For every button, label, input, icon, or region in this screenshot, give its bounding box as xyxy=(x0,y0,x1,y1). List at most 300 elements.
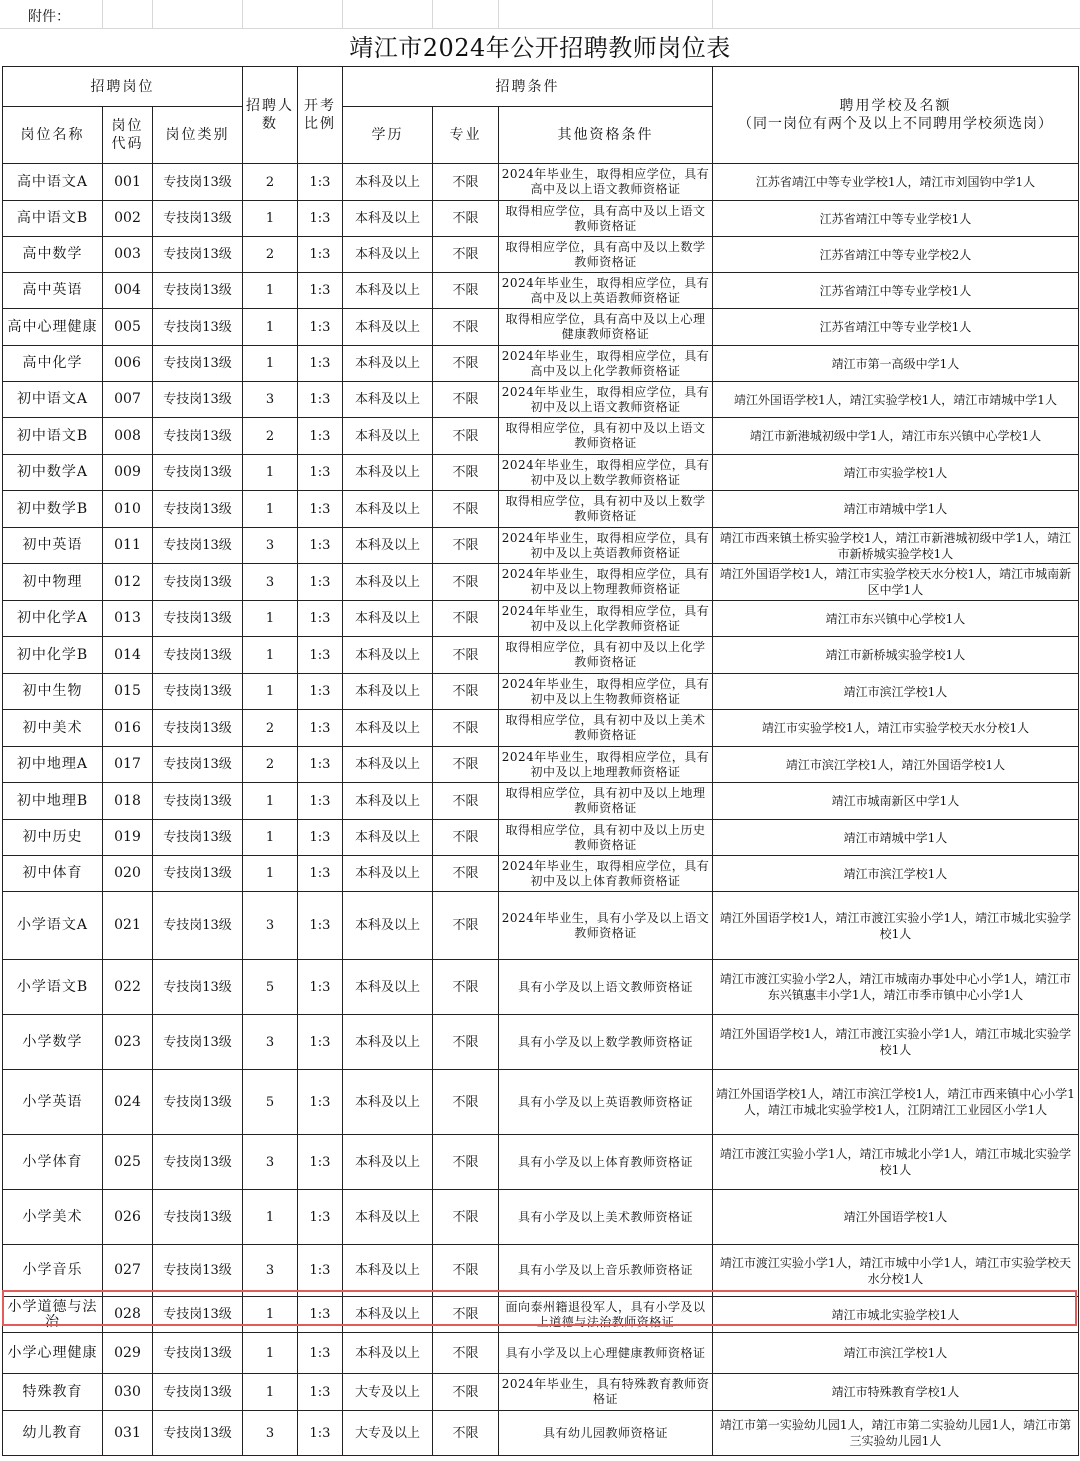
row-ratio: 1:3 xyxy=(298,237,343,273)
table-row xyxy=(3,1297,1079,1333)
table-row xyxy=(3,1374,1079,1411)
row-major: 不限 xyxy=(433,491,499,528)
row-schools: 靖江市新桥城实验学校1人 xyxy=(713,637,1079,674)
row-ratio: 1:3 xyxy=(298,164,343,201)
row-count: 2 xyxy=(243,747,298,783)
annex-bar xyxy=(0,0,1080,29)
row-education: 本科及以上 xyxy=(343,820,433,856)
row-ratio: 1:3 xyxy=(298,491,343,528)
row-code: 020 xyxy=(103,856,153,892)
row-ratio: 1:3 xyxy=(298,1333,343,1374)
row-schools: 江苏省靖江中等专业学校1人 xyxy=(713,309,1079,346)
row-education: 本科及以上 xyxy=(343,237,433,273)
row-count: 1 xyxy=(243,346,298,382)
table-row xyxy=(3,564,1079,601)
row-requirements: 具有小学及以上语文教师资格证 xyxy=(499,960,713,1015)
row-count: 1 xyxy=(243,1297,298,1333)
row-requirements: 取得相应学位，具有初中及以上地理教师资格证 xyxy=(499,783,713,820)
row-code: 004 xyxy=(103,273,153,309)
row-ratio: 1:3 xyxy=(298,201,343,237)
row-count: 3 xyxy=(243,528,298,564)
row-type: 专技岗13级 xyxy=(153,1374,243,1411)
row-schools: 靖江市第一高级中学1人 xyxy=(713,346,1079,382)
table-row xyxy=(3,1411,1079,1456)
table-row xyxy=(3,382,1079,418)
row-schools: 江苏省靖江中等专业学校1人，靖江市刘国钧中学1人 xyxy=(713,164,1079,201)
row-requirements: 2024年毕业生，取得相应学位，具有初中及以上生物教师资格证 xyxy=(499,674,713,710)
row-requirements: 取得相应学位，具有初中及以上历史教师资格证 xyxy=(499,820,713,856)
row-education: 本科及以上 xyxy=(343,747,433,783)
row-name: 小学语文B xyxy=(3,960,103,1015)
table-row xyxy=(3,418,1079,455)
table-row xyxy=(3,601,1079,637)
row-code: 025 xyxy=(103,1135,153,1190)
row-requirements: 2024年毕业生，取得相应学位，具有初中及以上物理教师资格证 xyxy=(499,564,713,601)
row-requirements: 2024年毕业生，取得相应学位，具有高中及以上化学教师资格证 xyxy=(499,346,713,382)
row-count: 1 xyxy=(243,637,298,674)
table-row xyxy=(3,1015,1079,1070)
annex-label: 附件： xyxy=(28,9,70,25)
row-code: 030 xyxy=(103,1374,153,1411)
row-education: 本科及以上 xyxy=(343,674,433,710)
table-row xyxy=(3,1135,1079,1190)
row-name: 初中英语 xyxy=(3,528,103,564)
row-code: 014 xyxy=(103,637,153,674)
table-row xyxy=(3,346,1079,382)
row-requirements: 2024年毕业生，取得相应学位，具有初中及以上化学教师资格证 xyxy=(499,601,713,637)
row-requirements: 面向泰州籍退役军人，具有小学及以上道德与法治教师资格证 xyxy=(499,1297,713,1333)
row-name: 初中生物 xyxy=(3,674,103,710)
row-type: 专技岗13级 xyxy=(153,491,243,528)
row-type: 专技岗13级 xyxy=(153,528,243,564)
row-major: 不限 xyxy=(433,382,499,418)
row-schools: 靖江外国语学校1人，靖江市滨江学校1人，靖江市西来镇中心小学1人，靖江市城北实验学校1人，江阴靖江工业园区小学1人 xyxy=(713,1070,1079,1135)
row-code: 018 xyxy=(103,783,153,820)
row-name: 小学数学 xyxy=(3,1015,103,1070)
row-name: 小学体育 xyxy=(3,1135,103,1190)
gridline xyxy=(498,0,499,28)
row-name: 高中英语 xyxy=(3,273,103,309)
row-name: 初中化学B xyxy=(3,637,103,674)
row-ratio: 1:3 xyxy=(298,346,343,382)
row-schools: 靖江市东兴镇中心学校1人 xyxy=(713,601,1079,637)
row-major: 不限 xyxy=(433,1070,499,1135)
row-name: 初中数学A xyxy=(3,455,103,491)
row-code: 011 xyxy=(103,528,153,564)
row-education: 本科及以上 xyxy=(343,960,433,1015)
table-row xyxy=(3,1245,1079,1297)
row-name: 初中地理A xyxy=(3,747,103,783)
table-row xyxy=(3,783,1079,820)
row-requirements: 取得相应学位，具有高中及以上数学教师资格证 xyxy=(499,237,713,273)
row-code: 001 xyxy=(103,164,153,201)
row-name: 小学语文A xyxy=(3,892,103,960)
table-row xyxy=(3,455,1079,491)
row-education: 本科及以上 xyxy=(343,1015,433,1070)
row-requirements: 2024年毕业生，取得相应学位，具有初中及以上地理教师资格证 xyxy=(499,747,713,783)
row-requirements: 2024年毕业生，取得相应学位，具有高中及以上语文教师资格证 xyxy=(499,164,713,201)
table-row xyxy=(3,309,1079,346)
row-major: 不限 xyxy=(433,960,499,1015)
row-name: 高中心理健康 xyxy=(3,309,103,346)
table-row xyxy=(3,164,1079,201)
row-code: 013 xyxy=(103,601,153,637)
row-count: 5 xyxy=(243,1070,298,1135)
row-type: 专技岗13级 xyxy=(153,237,243,273)
row-schools: 靖江外国语学校1人，靖江市渡江实验小学1人，靖江市城北实验学校1人 xyxy=(713,892,1079,960)
row-schools: 靖江市实验学校1人 xyxy=(713,455,1079,491)
row-major: 不限 xyxy=(433,783,499,820)
row-name: 初中美术 xyxy=(3,710,103,747)
row-count: 3 xyxy=(243,1015,298,1070)
row-code: 021 xyxy=(103,892,153,960)
header-ratio: 开考比例 xyxy=(298,67,343,164)
row-education: 本科及以上 xyxy=(343,1190,433,1245)
row-major: 不限 xyxy=(433,1245,499,1297)
row-type: 专技岗13级 xyxy=(153,1190,243,1245)
row-schools: 靖江市靖城中学1人 xyxy=(713,820,1079,856)
row-type: 专技岗13级 xyxy=(153,201,243,237)
row-ratio: 1:3 xyxy=(298,1135,343,1190)
table-row xyxy=(3,1190,1079,1245)
row-ratio: 1:3 xyxy=(298,273,343,309)
header-other: 其他资格条件 xyxy=(499,107,713,164)
header-group-post: 招聘岗位 xyxy=(3,67,243,107)
row-major: 不限 xyxy=(433,1190,499,1245)
row-major: 不限 xyxy=(433,564,499,601)
row-ratio: 1:3 xyxy=(298,1070,343,1135)
row-requirements: 取得相应学位，具有高中及以上心理健康教师资格证 xyxy=(499,309,713,346)
row-education: 本科及以上 xyxy=(343,601,433,637)
row-name: 初中体育 xyxy=(3,856,103,892)
gridline xyxy=(242,0,243,28)
row-type: 专技岗13级 xyxy=(153,455,243,491)
row-name: 初中历史 xyxy=(3,820,103,856)
row-code: 006 xyxy=(103,346,153,382)
row-major: 不限 xyxy=(433,674,499,710)
row-code: 019 xyxy=(103,820,153,856)
row-major: 不限 xyxy=(433,637,499,674)
row-type: 专技岗13级 xyxy=(153,418,243,455)
row-schools: 江苏省靖江中等专业学校2人 xyxy=(713,237,1079,273)
row-count: 2 xyxy=(243,710,298,747)
table-row xyxy=(3,710,1079,747)
row-education: 本科及以上 xyxy=(343,455,433,491)
row-code: 016 xyxy=(103,710,153,747)
header-count: 招聘人数 xyxy=(243,67,298,164)
table-row xyxy=(3,747,1079,783)
row-requirements: 取得相应学位，具有初中及以上数学教师资格证 xyxy=(499,491,713,528)
row-count: 3 xyxy=(243,1245,298,1297)
row-schools: 靖江市渡江实验小学1人，靖江市城北小学1人，靖江市城北实验学校1人 xyxy=(713,1135,1079,1190)
row-major: 不限 xyxy=(433,856,499,892)
row-education: 本科及以上 xyxy=(343,1333,433,1374)
row-name: 小学音乐 xyxy=(3,1245,103,1297)
row-education: 本科及以上 xyxy=(343,564,433,601)
row-code: 005 xyxy=(103,309,153,346)
row-count: 3 xyxy=(243,892,298,960)
row-ratio: 1:3 xyxy=(298,1297,343,1333)
row-type: 专技岗13级 xyxy=(153,382,243,418)
table-row xyxy=(3,674,1079,710)
row-major: 不限 xyxy=(433,418,499,455)
row-type: 专技岗13级 xyxy=(153,747,243,783)
row-ratio: 1:3 xyxy=(298,820,343,856)
row-requirements: 取得相应学位，具有初中及以上化学教师资格证 xyxy=(499,637,713,674)
row-schools: 靖江市城南新区中学1人 xyxy=(713,783,1079,820)
row-education: 大专及以上 xyxy=(343,1374,433,1411)
row-education: 本科及以上 xyxy=(343,491,433,528)
row-education: 本科及以上 xyxy=(343,309,433,346)
row-requirements: 2024年毕业生，取得相应学位，具有初中及以上英语教师资格证 xyxy=(499,528,713,564)
row-schools: 靖江市新港城初级中学1人，靖江市东兴镇中心学校1人 xyxy=(713,418,1079,455)
table-row xyxy=(3,1070,1079,1135)
row-name: 高中数学 xyxy=(3,237,103,273)
table-row xyxy=(3,237,1079,273)
row-major: 不限 xyxy=(433,747,499,783)
row-education: 本科及以上 xyxy=(343,1135,433,1190)
row-major: 不限 xyxy=(433,1333,499,1374)
row-ratio: 1:3 xyxy=(298,528,343,564)
row-code: 027 xyxy=(103,1245,153,1297)
row-name: 高中语文A xyxy=(3,164,103,201)
row-education: 本科及以上 xyxy=(343,418,433,455)
row-schools: 江苏省靖江中等专业学校1人 xyxy=(713,273,1079,309)
row-type: 专技岗13级 xyxy=(153,820,243,856)
row-education: 本科及以上 xyxy=(343,164,433,201)
header-code: 岗位代码 xyxy=(103,107,153,164)
row-major: 不限 xyxy=(433,1135,499,1190)
row-ratio: 1:3 xyxy=(298,382,343,418)
row-ratio: 1:3 xyxy=(298,1190,343,1245)
row-major: 不限 xyxy=(433,710,499,747)
row-requirements: 具有幼儿园教师资格证 xyxy=(499,1411,713,1456)
row-count: 3 xyxy=(243,1411,298,1456)
table-row xyxy=(3,1333,1079,1374)
recruitment-table xyxy=(2,66,1079,1456)
row-name: 初中数学B xyxy=(3,491,103,528)
row-major: 不限 xyxy=(433,1015,499,1070)
row-name: 小学英语 xyxy=(3,1070,103,1135)
row-name: 初中语文B xyxy=(3,418,103,455)
row-count: 1 xyxy=(243,783,298,820)
row-code: 022 xyxy=(103,960,153,1015)
row-requirements: 取得相应学位，具有初中及以上语文教师资格证 xyxy=(499,418,713,455)
row-count: 2 xyxy=(243,418,298,455)
row-schools: 靖江外国语学校1人，靖江市渡江实验小学1人，靖江市城北实验学校1人 xyxy=(713,1015,1079,1070)
gridline xyxy=(102,0,103,28)
row-education: 大专及以上 xyxy=(343,1411,433,1456)
row-ratio: 1:3 xyxy=(298,1015,343,1070)
row-requirements: 2024年毕业生，取得相应学位，具有初中及以上语文教师资格证 xyxy=(499,382,713,418)
row-ratio: 1:3 xyxy=(298,1245,343,1297)
row-name: 小学道德与法治 xyxy=(3,1297,103,1333)
row-education: 本科及以上 xyxy=(343,783,433,820)
row-ratio: 1:3 xyxy=(298,710,343,747)
table-row xyxy=(3,637,1079,674)
row-code: 015 xyxy=(103,674,153,710)
row-type: 专技岗13级 xyxy=(153,273,243,309)
page-title: 靖江市2024年公开招聘教师岗位表 xyxy=(349,34,731,62)
row-name: 特殊教育 xyxy=(3,1374,103,1411)
header-school-title: 聘用学校及名额 xyxy=(839,98,952,114)
row-code: 031 xyxy=(103,1411,153,1456)
row-type: 专技岗13级 xyxy=(153,1070,243,1135)
row-count: 3 xyxy=(243,1135,298,1190)
row-code: 026 xyxy=(103,1190,153,1245)
header-name: 岗位名称 xyxy=(3,107,103,164)
row-ratio: 1:3 xyxy=(298,309,343,346)
row-type: 专技岗13级 xyxy=(153,710,243,747)
row-type: 专技岗13级 xyxy=(153,1015,243,1070)
row-type: 专技岗13级 xyxy=(153,674,243,710)
row-major: 不限 xyxy=(433,820,499,856)
row-education: 本科及以上 xyxy=(343,528,433,564)
row-type: 专技岗13级 xyxy=(153,564,243,601)
table-row xyxy=(3,201,1079,237)
row-schools: 靖江市渡江实验小学2人，靖江市城南办事处中心小学1人，靖江市东兴镇惠丰小学1人，靖江市季市镇中心小学1人 xyxy=(713,960,1079,1015)
row-schools: 靖江市靖城中学1人 xyxy=(713,491,1079,528)
row-schools: 靖江外国语学校1人，靖江实验学校1人，靖江市靖城中学1人 xyxy=(713,382,1079,418)
row-name: 幼儿教育 xyxy=(3,1411,103,1456)
row-name: 初中物理 xyxy=(3,564,103,601)
row-name: 小学美术 xyxy=(3,1190,103,1245)
row-schools: 靖江外国语学校1人 xyxy=(713,1190,1079,1245)
row-name: 高中化学 xyxy=(3,346,103,382)
gridline xyxy=(432,0,433,28)
table-row xyxy=(3,273,1079,309)
row-code: 023 xyxy=(103,1015,153,1070)
row-major: 不限 xyxy=(433,1411,499,1456)
row-requirements: 2024年毕业生，具有小学及以上语文教师资格证 xyxy=(499,892,713,960)
row-name: 高中语文B xyxy=(3,201,103,237)
row-type: 专技岗13级 xyxy=(153,164,243,201)
header-school xyxy=(713,67,1079,164)
table-row xyxy=(3,960,1079,1015)
header-education: 学历 xyxy=(343,107,433,164)
row-ratio: 1:3 xyxy=(298,1374,343,1411)
header-group-conditions: 招聘条件 xyxy=(343,67,713,107)
row-code: 003 xyxy=(103,237,153,273)
row-count: 1 xyxy=(243,455,298,491)
row-type: 专技岗13级 xyxy=(153,1333,243,1374)
row-education: 本科及以上 xyxy=(343,856,433,892)
row-education: 本科及以上 xyxy=(343,1297,433,1333)
row-schools: 靖江市西来镇土桥实验学校1人，靖江市新港城初级中学1人，靖江市新桥城实验学校1人 xyxy=(713,528,1079,564)
table-row xyxy=(3,528,1079,564)
row-type: 专技岗13级 xyxy=(153,1245,243,1297)
row-ratio: 1:3 xyxy=(298,856,343,892)
row-schools: 靖江市滨江学校1人，靖江外国语学校1人 xyxy=(713,747,1079,783)
row-count: 3 xyxy=(243,382,298,418)
row-major: 不限 xyxy=(433,164,499,201)
row-major: 不限 xyxy=(433,346,499,382)
gridline xyxy=(712,0,713,28)
row-schools: 靖江市滨江学校1人 xyxy=(713,1333,1079,1374)
row-schools: 江苏省靖江中等专业学校1人 xyxy=(713,201,1079,237)
row-education: 本科及以上 xyxy=(343,1245,433,1297)
row-count: 5 xyxy=(243,960,298,1015)
row-ratio: 1:3 xyxy=(298,960,343,1015)
row-requirements: 2024年毕业生，具有特殊教育教师资格证 xyxy=(499,1374,713,1411)
row-schools: 靖江市特殊教育学校1人 xyxy=(713,1374,1079,1411)
row-education: 本科及以上 xyxy=(343,201,433,237)
row-ratio: 1:3 xyxy=(298,455,343,491)
row-education: 本科及以上 xyxy=(343,637,433,674)
row-code: 002 xyxy=(103,201,153,237)
row-requirements: 取得相应学位，具有高中及以上语文教师资格证 xyxy=(499,201,713,237)
row-type: 专技岗13级 xyxy=(153,960,243,1015)
row-ratio: 1:3 xyxy=(298,601,343,637)
row-major: 不限 xyxy=(433,601,499,637)
row-ratio: 1:3 xyxy=(298,747,343,783)
row-ratio: 1:3 xyxy=(298,783,343,820)
row-type: 专技岗13级 xyxy=(153,783,243,820)
row-requirements: 2024年毕业生，取得相应学位，具有初中及以上体育教师资格证 xyxy=(499,856,713,892)
row-count: 2 xyxy=(243,237,298,273)
row-count: 1 xyxy=(243,1333,298,1374)
row-count: 1 xyxy=(243,273,298,309)
row-education: 本科及以上 xyxy=(343,382,433,418)
row-major: 不限 xyxy=(433,273,499,309)
row-major: 不限 xyxy=(433,309,499,346)
row-ratio: 1:3 xyxy=(298,637,343,674)
row-code: 008 xyxy=(103,418,153,455)
row-ratio: 1:3 xyxy=(298,564,343,601)
row-code: 029 xyxy=(103,1333,153,1374)
row-requirements: 2024年毕业生，取得相应学位，具有高中及以上英语教师资格证 xyxy=(499,273,713,309)
table-row xyxy=(3,892,1079,960)
row-major: 不限 xyxy=(433,455,499,491)
row-requirements: 具有小学及以上英语教师资格证 xyxy=(499,1070,713,1135)
row-type: 专技岗13级 xyxy=(153,856,243,892)
row-ratio: 1:3 xyxy=(298,674,343,710)
row-count: 1 xyxy=(243,1374,298,1411)
row-count: 1 xyxy=(243,856,298,892)
table-row xyxy=(3,856,1079,892)
table-row xyxy=(3,491,1079,528)
row-count: 3 xyxy=(243,564,298,601)
row-type: 专技岗13级 xyxy=(153,1411,243,1456)
row-type: 专技岗13级 xyxy=(153,1135,243,1190)
row-count: 1 xyxy=(243,1190,298,1245)
row-education: 本科及以上 xyxy=(343,892,433,960)
row-type: 专技岗13级 xyxy=(153,309,243,346)
row-major: 不限 xyxy=(433,528,499,564)
row-schools: 靖江外国语学校1人，靖江市实验学校天水分校1人，靖江市城南新区中学1人 xyxy=(713,564,1079,601)
row-education: 本科及以上 xyxy=(343,710,433,747)
row-count: 1 xyxy=(243,674,298,710)
row-schools: 靖江市渡江实验小学1人，靖江市城中小学1人，靖江市实验学校天水分校1人 xyxy=(713,1245,1079,1297)
row-major: 不限 xyxy=(433,892,499,960)
row-count: 1 xyxy=(243,820,298,856)
row-education: 本科及以上 xyxy=(343,273,433,309)
row-code: 007 xyxy=(103,382,153,418)
row-count: 1 xyxy=(243,491,298,528)
row-requirements: 具有小学及以上体育教师资格证 xyxy=(499,1135,713,1190)
header-school-note: （同一岗位有两个及以上不同聘用学校须选岗） xyxy=(738,116,1053,132)
row-name: 初中化学A xyxy=(3,601,103,637)
row-requirements: 具有小学及以上心理健康教师资格证 xyxy=(499,1333,713,1374)
row-code: 012 xyxy=(103,564,153,601)
header-type: 岗位类别 xyxy=(153,107,243,164)
table-row xyxy=(3,820,1079,856)
header-major: 专业 xyxy=(433,107,499,164)
row-type: 专技岗13级 xyxy=(153,1297,243,1333)
row-count: 1 xyxy=(243,309,298,346)
row-code: 024 xyxy=(103,1070,153,1135)
row-ratio: 1:3 xyxy=(298,892,343,960)
